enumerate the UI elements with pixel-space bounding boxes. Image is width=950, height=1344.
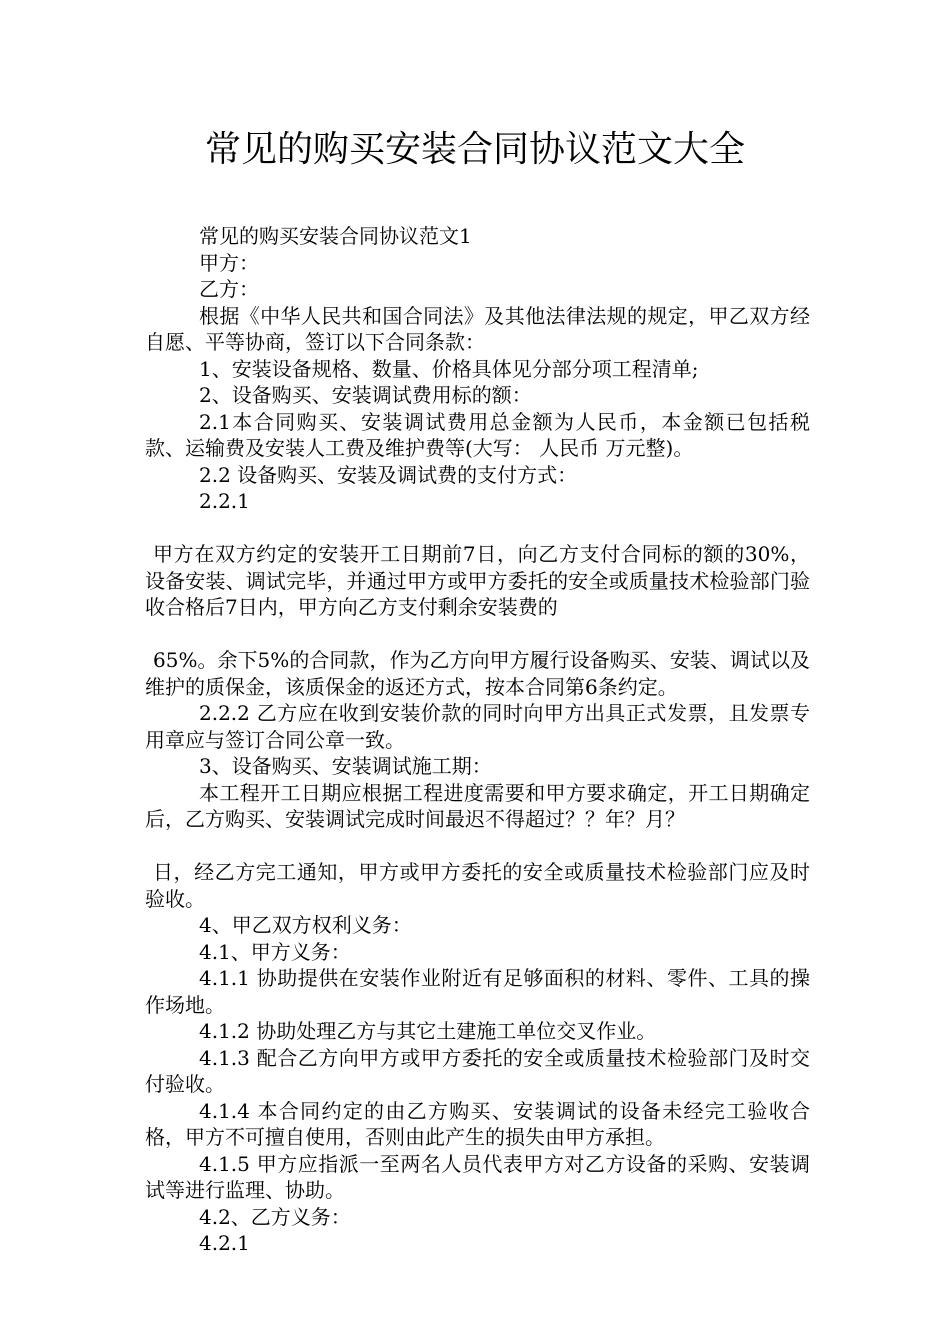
paragraph: 4.1.4 本合同约定的由乙方购买、安装调试的设备未经完工验收合格，甲方不可擅自使用，否则由此产生的损失由甲方承担。 <box>145 1098 810 1149</box>
paragraph: 65%。余下5%的合同款，作为乙方向甲方履行设备购买、安装、调试以及维护的质保金，该质保金的返还方式，按本合同第6条约定。 <box>145 648 810 699</box>
paragraph: 2、设备购买、安装调试费用标的额： <box>199 383 532 407</box>
paragraph-spacer <box>145 621 810 648</box>
paragraph: 根据《中华人民共和国合同法》及其他法律法规的规定，甲乙双方经自愿、平等协商，签订以下合同条款： <box>145 303 810 354</box>
paragraph: 乙方： <box>199 277 259 301</box>
paragraph: 2.1本合同购买、安装调试费用总金额为人民币，本金额已包括税款、运输费及安装人工费及维护费等(大写： 人民币 万元整)。 <box>145 409 810 460</box>
paragraph: 4.1.5 甲方应指派一至两名人员代表甲方对乙方设备的采购、安装调试等进行监理、协助。 <box>145 1151 810 1202</box>
paragraph: 4.1.3 配合乙方向甲方或甲方委托的安全或质量技术检验部门及时交付验收。 <box>145 1045 810 1096</box>
paragraph: 日，经乙方完工通知，甲方或甲方委托的安全或质量技术检验部门应及时验收。 <box>145 860 810 911</box>
paragraph: 2.2.1 <box>199 489 250 513</box>
paragraph: 1、安装设备规格、数量、价格具体见分部分项工程清单; <box>199 356 699 381</box>
paragraph: 甲方： <box>199 250 259 275</box>
paragraph: 4.2.1 <box>199 1231 250 1255</box>
paragraph: 2.2 设备购买、安装及调试费的支付方式： <box>199 462 578 487</box>
paragraph: 甲方在双方约定的安装开工日期前7日，向乙方支付合同标的额的30%，设备安装、调试完毕，并通过甲方或甲方委托的安全或质量技术检验部门验收合格后7日内，甲方向乙方支付剩余安装费的 <box>145 542 810 619</box>
paragraph: 本工程开工日期应根据工程进度需要和甲方要求确定，开工日期确定后，乙方购买、安装调试完成时间最迟不得超过？？年？月？ <box>145 780 810 831</box>
paragraph: 4.2、乙方义务： <box>199 1204 351 1229</box>
paragraph: 3、设备购买、安装调试施工期： <box>199 754 492 778</box>
paragraph: 2.2.2 乙方应在收到安装价款的同时向甲方出具正式发票，且发票专用章应与签订合同公章一致。 <box>145 701 810 752</box>
paragraph: 4.1.1 协助提供在安装作业附近有足够面积的材料、零件、工具的操作场地。 <box>145 966 810 1017</box>
paragraph-spacer <box>145 833 810 860</box>
document-title: 常见的购买安装合同协议范文大全 <box>204 129 745 170</box>
document-body <box>145 223 810 1257</box>
paragraph-spacer <box>145 515 810 542</box>
paragraph: 常见的购买安装合同协议范文1 <box>199 224 472 248</box>
paragraph: 4.1、甲方义务： <box>199 939 351 964</box>
paragraph: 4.1.2 协助处理乙方与其它土建施工单位交叉作业。 <box>199 1019 657 1043</box>
paragraph: 4、甲乙双方权利义务： <box>199 913 412 937</box>
